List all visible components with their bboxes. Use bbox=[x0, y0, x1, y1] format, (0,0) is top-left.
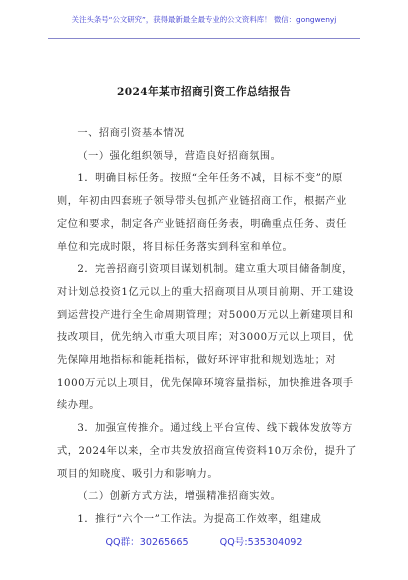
subsection-heading-2: （二）创新方式方法，增强精准招商实效。 bbox=[77, 491, 282, 503]
paragraph-3: 3．加强宣传推介。通过线上平台宣传、线下载体发放等方式，2024年以来，全市共发放招商宣传资料10万余份，提升了项目的知晓度、吸引力和影响力。 bbox=[57, 423, 357, 480]
section-heading-1: 一、招商引资基本情况 bbox=[77, 128, 185, 139]
header-notice bbox=[0, 0, 408, 38]
header-divider bbox=[48, 38, 360, 39]
document-body bbox=[57, 123, 357, 532]
paragraph-4: 1．推行“六个一”工作法。为提高工作效率，组建成 bbox=[77, 513, 322, 525]
footer-qq-number: QQ号:535304092 bbox=[219, 537, 303, 548]
header-notice-text: 关注头条号“公文研究”，获得最新最全最专业的公文资料库！ 微信：gongwenyj bbox=[71, 14, 337, 24]
paragraph-2: 2．完善招商引资项目谋划机制。建立重大项目储备制度，对计划总投资1亿元以上的重大招商项目从项目前期、开工建设到运营投产进行全生命周期管理；对5000万元以上新建项目和技改项目，优先纳入市重大项目库；对3000万元以上项目，优先保障用地指标和能耗指标，做好环评审批和规划选址；对1000万元以上项目，优先保障环境容量指标，加快推进各项手续办理。 bbox=[57, 264, 354, 412]
document-title: 2024年某市招商引资工作总结报告 bbox=[116, 86, 291, 98]
paragraph-1: 1．明确目标任务。按照“全年任务不减，目标不变”的原则，年初由四套班子领导带头包抓产业链招商工作，根据产业定位和要求，制定各产业链招商任务表，明确重点任务、责任单位和完成时限，将目标任务落实到科室和单位。 bbox=[57, 173, 347, 253]
footer-qq-group: QQ群：30265665 bbox=[105, 537, 189, 548]
subsection-heading-1: （一）强化组织领导，营造良好招商氛围。 bbox=[77, 150, 282, 162]
footer-contact bbox=[0, 534, 408, 548]
